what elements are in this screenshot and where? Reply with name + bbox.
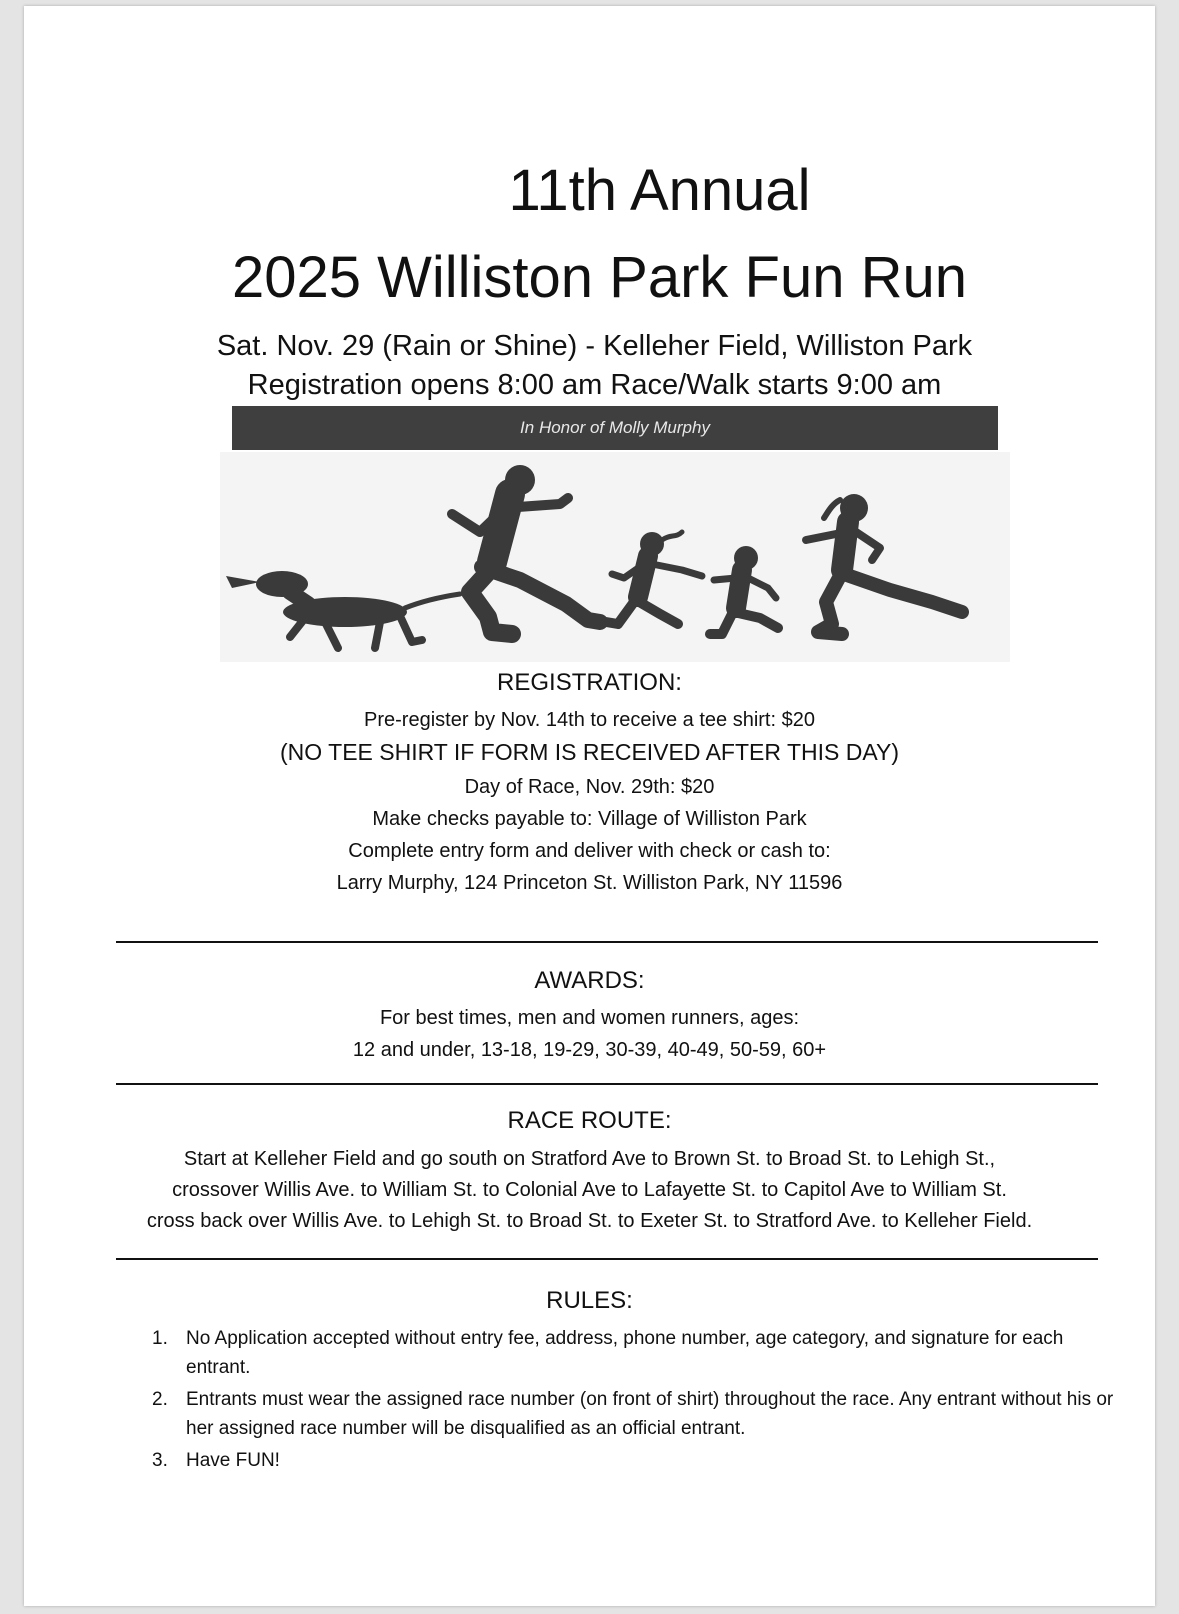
rule-text: No Application accepted without entry fee, address, phone number, age category, and signature for each entrant.: [186, 1328, 1064, 1378]
race-route-line-3: cross back over Willis Ave. to Lehigh St. to Broad St. to Exeter St. to Stratford Ave. to Kelleher Field.: [146, 1210, 1033, 1232]
section-divider-3: [116, 1258, 1098, 1260]
flyer-page: [24, 6, 1155, 1606]
rule-item: [152, 1446, 1122, 1475]
registration-line-day-of-race: Day of Race, Nov. 29th: $20: [464, 776, 715, 798]
awards-line-age-groups: 12 and under, 13-18, 19-29, 30-39, 40-49, 50-59, 60+: [352, 1039, 827, 1061]
rules-heading: RULES:: [546, 1287, 633, 1314]
rule-number: 1.: [152, 1328, 168, 1349]
time-line: Registration opens 8:00 am Race/Walk starts 9:00 am: [247, 369, 942, 401]
rule-number: 2.: [152, 1389, 168, 1410]
title-line-2: 2025 Williston Park Fun Run: [232, 245, 967, 310]
registration-heading: REGISTRATION:: [497, 669, 682, 696]
section-divider-2: [116, 1083, 1098, 1085]
honor-banner: In Honor of Molly Murphy: [232, 406, 998, 450]
registration-line-no-tee-shirt: (NO TEE SHIRT IF FORM IS RECEIVED AFTER THIS DAY): [280, 739, 899, 765]
rule-number: 3.: [152, 1450, 168, 1471]
rule-item: [152, 1324, 1122, 1382]
runners-silhouette-image: [220, 452, 1010, 662]
race-route-line-1: Start at Kelleher Field and go south on Stratford Ave to Brown St. to Broad St. to Lehigh St.,: [183, 1148, 996, 1170]
race-route-line-2: crossover Willis Ave. to William St. to Colonial Ave to Lafayette St. to Capitol Ave to William St.: [172, 1179, 1007, 1201]
title-line-1: 11th Annual: [508, 158, 811, 223]
registration-line-checks-payable: Make checks payable to: Village of Williston Park: [372, 808, 807, 830]
race-route-heading: RACE ROUTE:: [507, 1107, 672, 1134]
rule-text: Entrants must wear the assigned race number (on front of shirt) throughout the race. Any entrant without his or her assigned race number will be disqualified as an official entrant.: [186, 1389, 1114, 1439]
rules-list: [152, 1324, 1122, 1478]
rule-item: [152, 1385, 1122, 1443]
registration-line-entry-form: Complete entry form and deliver with check or cash to:: [348, 840, 831, 862]
registration-line-address: Larry Murphy, 124 Princeton St. Williston Park, NY 11596: [336, 872, 843, 894]
awards-heading: AWARDS:: [534, 967, 645, 994]
rule-text: Have FUN!: [186, 1450, 280, 1471]
section-divider-1: [116, 941, 1098, 943]
awards-line-best-times: For best times, men and women runners, ages:: [379, 1007, 800, 1029]
registration-line-preregister: Pre-register by Nov. 14th to receive a tee shirt: $20: [364, 709, 815, 731]
date-location-line: Sat. Nov. 29 (Rain or Shine) - Kelleher Field, Williston Park: [216, 330, 973, 362]
